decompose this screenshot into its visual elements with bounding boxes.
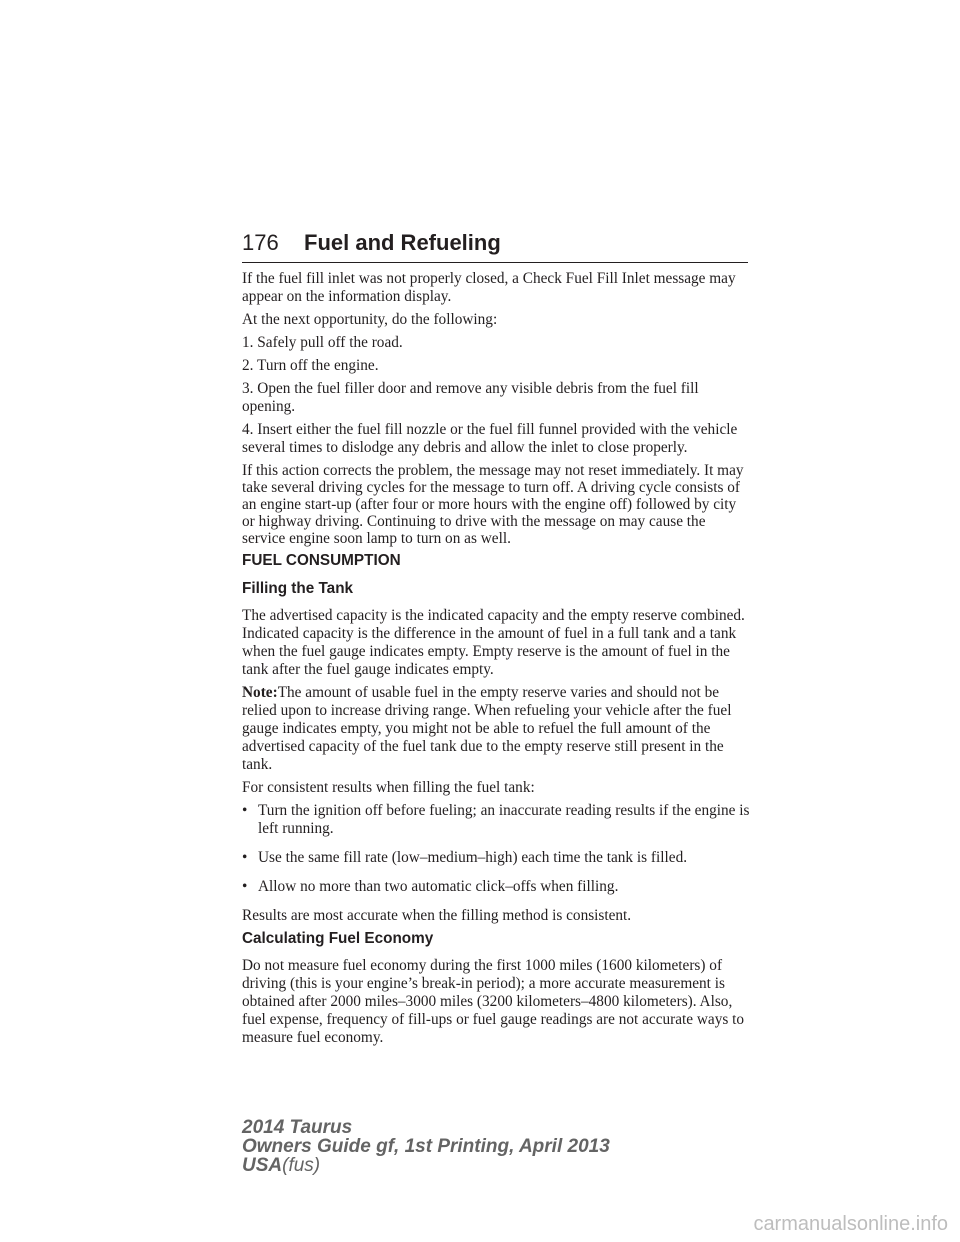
page-number: 176 bbox=[242, 230, 279, 255]
bullet-icon: • bbox=[242, 802, 248, 819]
list-item bbox=[242, 802, 752, 838]
section-title: Fuel and Refueling bbox=[304, 230, 501, 255]
fueling-tips-list bbox=[242, 802, 752, 896]
paragraph-consistent-results: For consistent results when filling the fuel tank: bbox=[242, 779, 535, 796]
footer-region bbox=[242, 1156, 610, 1175]
step-1: 1. Safely pull off the road. bbox=[242, 334, 403, 351]
footer-model: 2014 Taurus bbox=[242, 1117, 353, 1138]
paragraph-fuel-economy: Do not measure fuel economy during the first 1000 miles (1600 kilometers) of driving (this is your engine’s break-in period); a more accurate measurement is obtained after 2000 miles–3000 miles (3200 kilometers–4800 kilometers). Also, fuel expense, frequency of fill-ups or fuel gauge readings are not accurate ways to measure fuel economy. bbox=[242, 957, 745, 1046]
footer-edition: Owners Guide gf, 1st Printing, April 2013 bbox=[242, 1136, 610, 1157]
bullet-icon: • bbox=[242, 849, 248, 866]
bullet-icon: • bbox=[242, 878, 248, 895]
paragraph-next-opportunity: At the next opportunity, do the following: bbox=[242, 311, 498, 328]
footer-region-suffix: (fus) bbox=[282, 1155, 321, 1176]
footer-region-code: USA bbox=[242, 1155, 283, 1176]
page-footer bbox=[242, 1118, 610, 1175]
heading-filling-the-tank: Filling the Tank bbox=[242, 580, 354, 597]
list-item-text: Allow no more than two automatic click–offs when filling. bbox=[258, 878, 619, 895]
watermark: carmanualsonline.info bbox=[753, 1213, 948, 1235]
list-item bbox=[242, 849, 752, 867]
paragraph-fuel-fill-inlet: If the fuel fill inlet was not properly closed, a Check Fuel Fill Inlet message may appear on the information display. bbox=[242, 270, 736, 305]
heading-fuel-consumption: FUEL CONSUMPTION bbox=[242, 552, 401, 569]
paragraph-results-accurate: Results are most accurate when the filling method is consistent. bbox=[242, 907, 632, 924]
step-4: 4. Insert either the fuel fill nozzle or the fuel fill funnel provided with the vehicle several times to dislodge any debris and allow the inlet to close properly. bbox=[242, 421, 738, 456]
page-content bbox=[242, 270, 752, 1052]
paragraph-message-reset: If this action corrects the problem, the message may not reset immediately. It may take several driving cycles for the message to turn off. A driving cycle consists of an engine start-up (after four or more hours with the engine off) followed by city or highway driving. Continuing to drive with the message on may cause the service engine soon lamp to turn on as well. bbox=[242, 462, 744, 547]
heading-calculating-fuel-economy: Calculating Fuel Economy bbox=[242, 930, 434, 947]
list-item bbox=[242, 878, 752, 896]
paragraph-advertised-capacity: The advertised capacity is the indicated capacity and the empty reserve combined. Indicated capacity is the difference in the amount of fuel in a full tank and a tank when the fuel gauge indicates empty. Empty reserve is the amount of fuel in the tank after the fuel gauge indicates empty. bbox=[242, 607, 745, 678]
list-item-text: Use the same fill rate (low–medium–high) each time the tank is filled. bbox=[258, 849, 688, 866]
note-label: Note: bbox=[242, 684, 278, 701]
list-item-text: Turn the ignition off before fueling; an inaccurate reading results if the engine is left running. bbox=[258, 802, 750, 837]
step-3: 3. Open the fuel filler door and remove any visible debris from the fuel fill opening. bbox=[242, 380, 699, 415]
step-2: 2. Turn off the engine. bbox=[242, 357, 379, 374]
note-text: The amount of usable fuel in the empty reserve varies and should not be relied upon to increase driving range. When refueling your vehicle after the fuel gauge indicates empty, you might not be able to refuel the full amount of the advertised capacity of the fuel tank due to the empty reserve still present in the tank. bbox=[242, 684, 732, 773]
note-paragraph bbox=[242, 684, 752, 774]
page-header bbox=[242, 228, 748, 263]
